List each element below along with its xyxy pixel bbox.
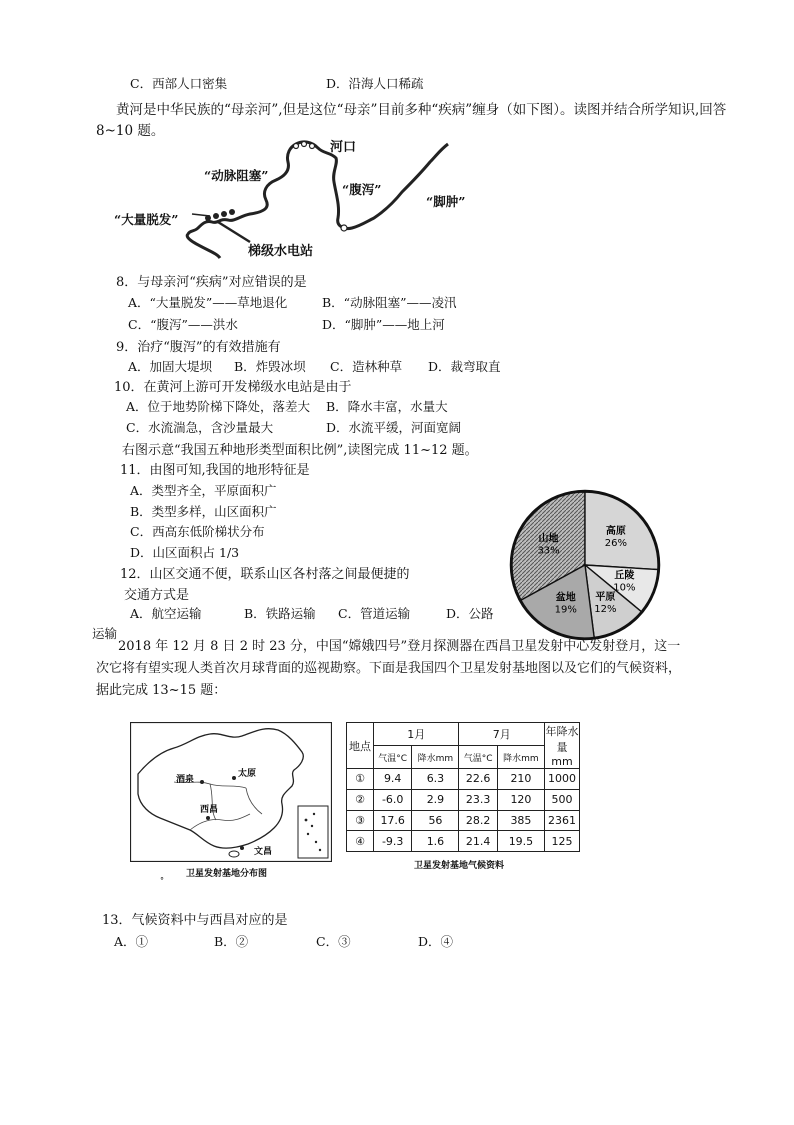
pie-label-value: 19% bbox=[554, 604, 577, 616]
q9-option-c: C．造林种草 bbox=[330, 359, 403, 374]
q10-option-c: C．水流湍急，含沙量最大 bbox=[126, 420, 274, 435]
jiuquan-marker bbox=[200, 780, 204, 784]
q9-stem: 9．治疗“腹泻”的有效措施有 bbox=[116, 340, 281, 355]
label-estuary: 河口 bbox=[330, 140, 357, 155]
q13-stem: 13．气候资料中与西昌对应的是 bbox=[102, 913, 288, 928]
q9-option-a: A．加固大堤坝 bbox=[128, 359, 213, 374]
satellite-base-map bbox=[130, 722, 332, 862]
wenchang-marker bbox=[240, 846, 244, 850]
q11-option-c: C．西高东低阶梯状分布 bbox=[130, 524, 265, 539]
q8-option-d: D．“脚肿”——地上河 bbox=[322, 317, 445, 332]
q9-option-b: B．炸毁冰坝 bbox=[234, 359, 306, 374]
q11-option-b: B．类型多样，山区面积广 bbox=[130, 504, 277, 519]
q10-option-b: B．降水丰富，水量大 bbox=[326, 399, 448, 414]
taiyuan-marker bbox=[232, 776, 236, 780]
yellow-river-intro-line2: 8~10 题。 bbox=[96, 123, 165, 139]
label-jiuquan: 酒泉 bbox=[176, 775, 195, 785]
q12-stem-cont: 交通方式是 bbox=[124, 588, 190, 603]
q8-stem: 8．与母亲河“疾病”对应错误的是 bbox=[116, 275, 307, 290]
q12-option-a: A．航空运输 bbox=[130, 606, 202, 621]
table-row: ④ -9.3 1.6 21.4 19.5 125 bbox=[347, 831, 580, 852]
base-map-caption: 卫星发射基地分布图 bbox=[186, 869, 268, 879]
table-row: ① 9.4 6.3 22.6 210 1000 bbox=[347, 769, 580, 790]
q10-option-a: A．位于地势阶梯下降处，落差大 bbox=[126, 399, 311, 414]
yellow-river-intro-line1: 黄河是中华民族的“母亲河”,但是这位“母亲”目前多种“疾病”缠身（如下图）。读图并结合所学知识,回答 bbox=[116, 102, 727, 118]
q12-option-d-tail: 运输 bbox=[92, 626, 118, 641]
q8-option-c: C．“腹泻”——洪水 bbox=[128, 317, 238, 332]
pie-label-name: 丘陵 bbox=[614, 570, 635, 582]
q11-option-a: A．类型齐全，平原面积广 bbox=[130, 483, 277, 498]
hydro-pointer-line bbox=[218, 222, 250, 242]
q8-option-a: A．“大量脱发”——草地退化 bbox=[128, 295, 288, 310]
yellow-river-course bbox=[187, 142, 448, 258]
label-artery-blockage: “动脉阻塞” bbox=[204, 168, 269, 183]
q12-option-b: B．铁路运输 bbox=[244, 606, 316, 621]
pie-label-value: 33% bbox=[537, 545, 560, 557]
q9-option-d: D．裁弯取直 bbox=[428, 359, 501, 374]
th-july: 7月 bbox=[459, 723, 545, 746]
climate-table bbox=[346, 722, 580, 852]
th-jan-temp: 气温°C bbox=[374, 746, 412, 769]
q7-option-c: C．西部人口密集 bbox=[130, 76, 228, 91]
th-jul-prec: 降水mm bbox=[497, 746, 544, 769]
terrain-intro: 右图示意“我国五种地形类型面积比例”,读图完成 11~12 题。 bbox=[122, 443, 478, 458]
q13-option-d: D．④ bbox=[418, 934, 454, 949]
th-january: 1月 bbox=[374, 723, 459, 746]
pie-label-name: 山地 bbox=[538, 533, 559, 545]
pie-label-value: 26% bbox=[604, 538, 627, 550]
xichang-marker bbox=[206, 816, 210, 820]
q13-option-a: A．① bbox=[114, 934, 149, 949]
th-jul-temp: 气温°C bbox=[459, 746, 497, 769]
q10-option-d: D．水流平缓，河面宽阔 bbox=[326, 420, 462, 435]
climate-table-caption: 卫星发射基地气候资料 bbox=[414, 861, 505, 871]
th-annual: 年降水量 mm bbox=[545, 723, 580, 769]
label-hydro-station: 梯级水电站 bbox=[248, 244, 314, 259]
q13-option-c: C．③ bbox=[316, 934, 351, 949]
q12-option-c: C．管道运输 bbox=[338, 606, 411, 621]
q11-option-d: D．山区面积占 1/3 bbox=[130, 545, 240, 560]
th-site: 地点 bbox=[347, 723, 374, 769]
pie-label-name: 盆地 bbox=[555, 592, 576, 604]
terrain-pie-chart bbox=[506, 486, 664, 644]
pie-label-value: 12% bbox=[594, 604, 617, 616]
label-hair-loss: “大量脱发” bbox=[114, 212, 179, 227]
label-foot-swelling: “脚肿” bbox=[426, 194, 466, 209]
q10-stem: 10．在黄河上游可开发梯级水电站是由于 bbox=[114, 380, 352, 395]
table-row: ③ 17.6 56 28.2 385 2361 bbox=[347, 810, 580, 831]
label-diarrhea: “腹泻” bbox=[342, 182, 382, 197]
label-xichang: 西昌 bbox=[200, 805, 219, 815]
stray-mark: ° bbox=[160, 876, 164, 885]
pie-label-name: 高原 bbox=[605, 526, 626, 538]
satellite-intro: 2018 年 12 月 8 日 2 时 23 分，中国“嫦娥四号”登月探测器在西昌卫星发射中心发射登月，这一次它将有望实现人类首次月球背面的巡视勘察。下面是我国四个卫星发射基地图以及它们的气候资料，据此完成 13~15 题： bbox=[96, 639, 682, 698]
q12-stem: 12．山区交通不便，联系山区各村落之间最便捷的 bbox=[120, 567, 410, 582]
pie-label-value: 10% bbox=[613, 582, 636, 594]
q12-option-d: D．公路 bbox=[446, 606, 494, 621]
q8-option-b: B．“动脉阻塞”——凌汛 bbox=[322, 295, 457, 310]
q13-option-b: B．② bbox=[214, 934, 249, 949]
th-jan-prec: 降水mm bbox=[412, 746, 459, 769]
label-taiyuan: 太原 bbox=[238, 769, 257, 779]
q11-stem: 11．由图可知,我国的地形特征是 bbox=[120, 463, 310, 478]
pie-label-name: 平原 bbox=[595, 592, 616, 604]
table-row: ② -6.0 2.9 23.3 120 500 bbox=[347, 789, 580, 810]
q7-option-d: D．沿海人口稀疏 bbox=[326, 76, 424, 91]
label-wenchang: 文昌 bbox=[254, 847, 273, 857]
